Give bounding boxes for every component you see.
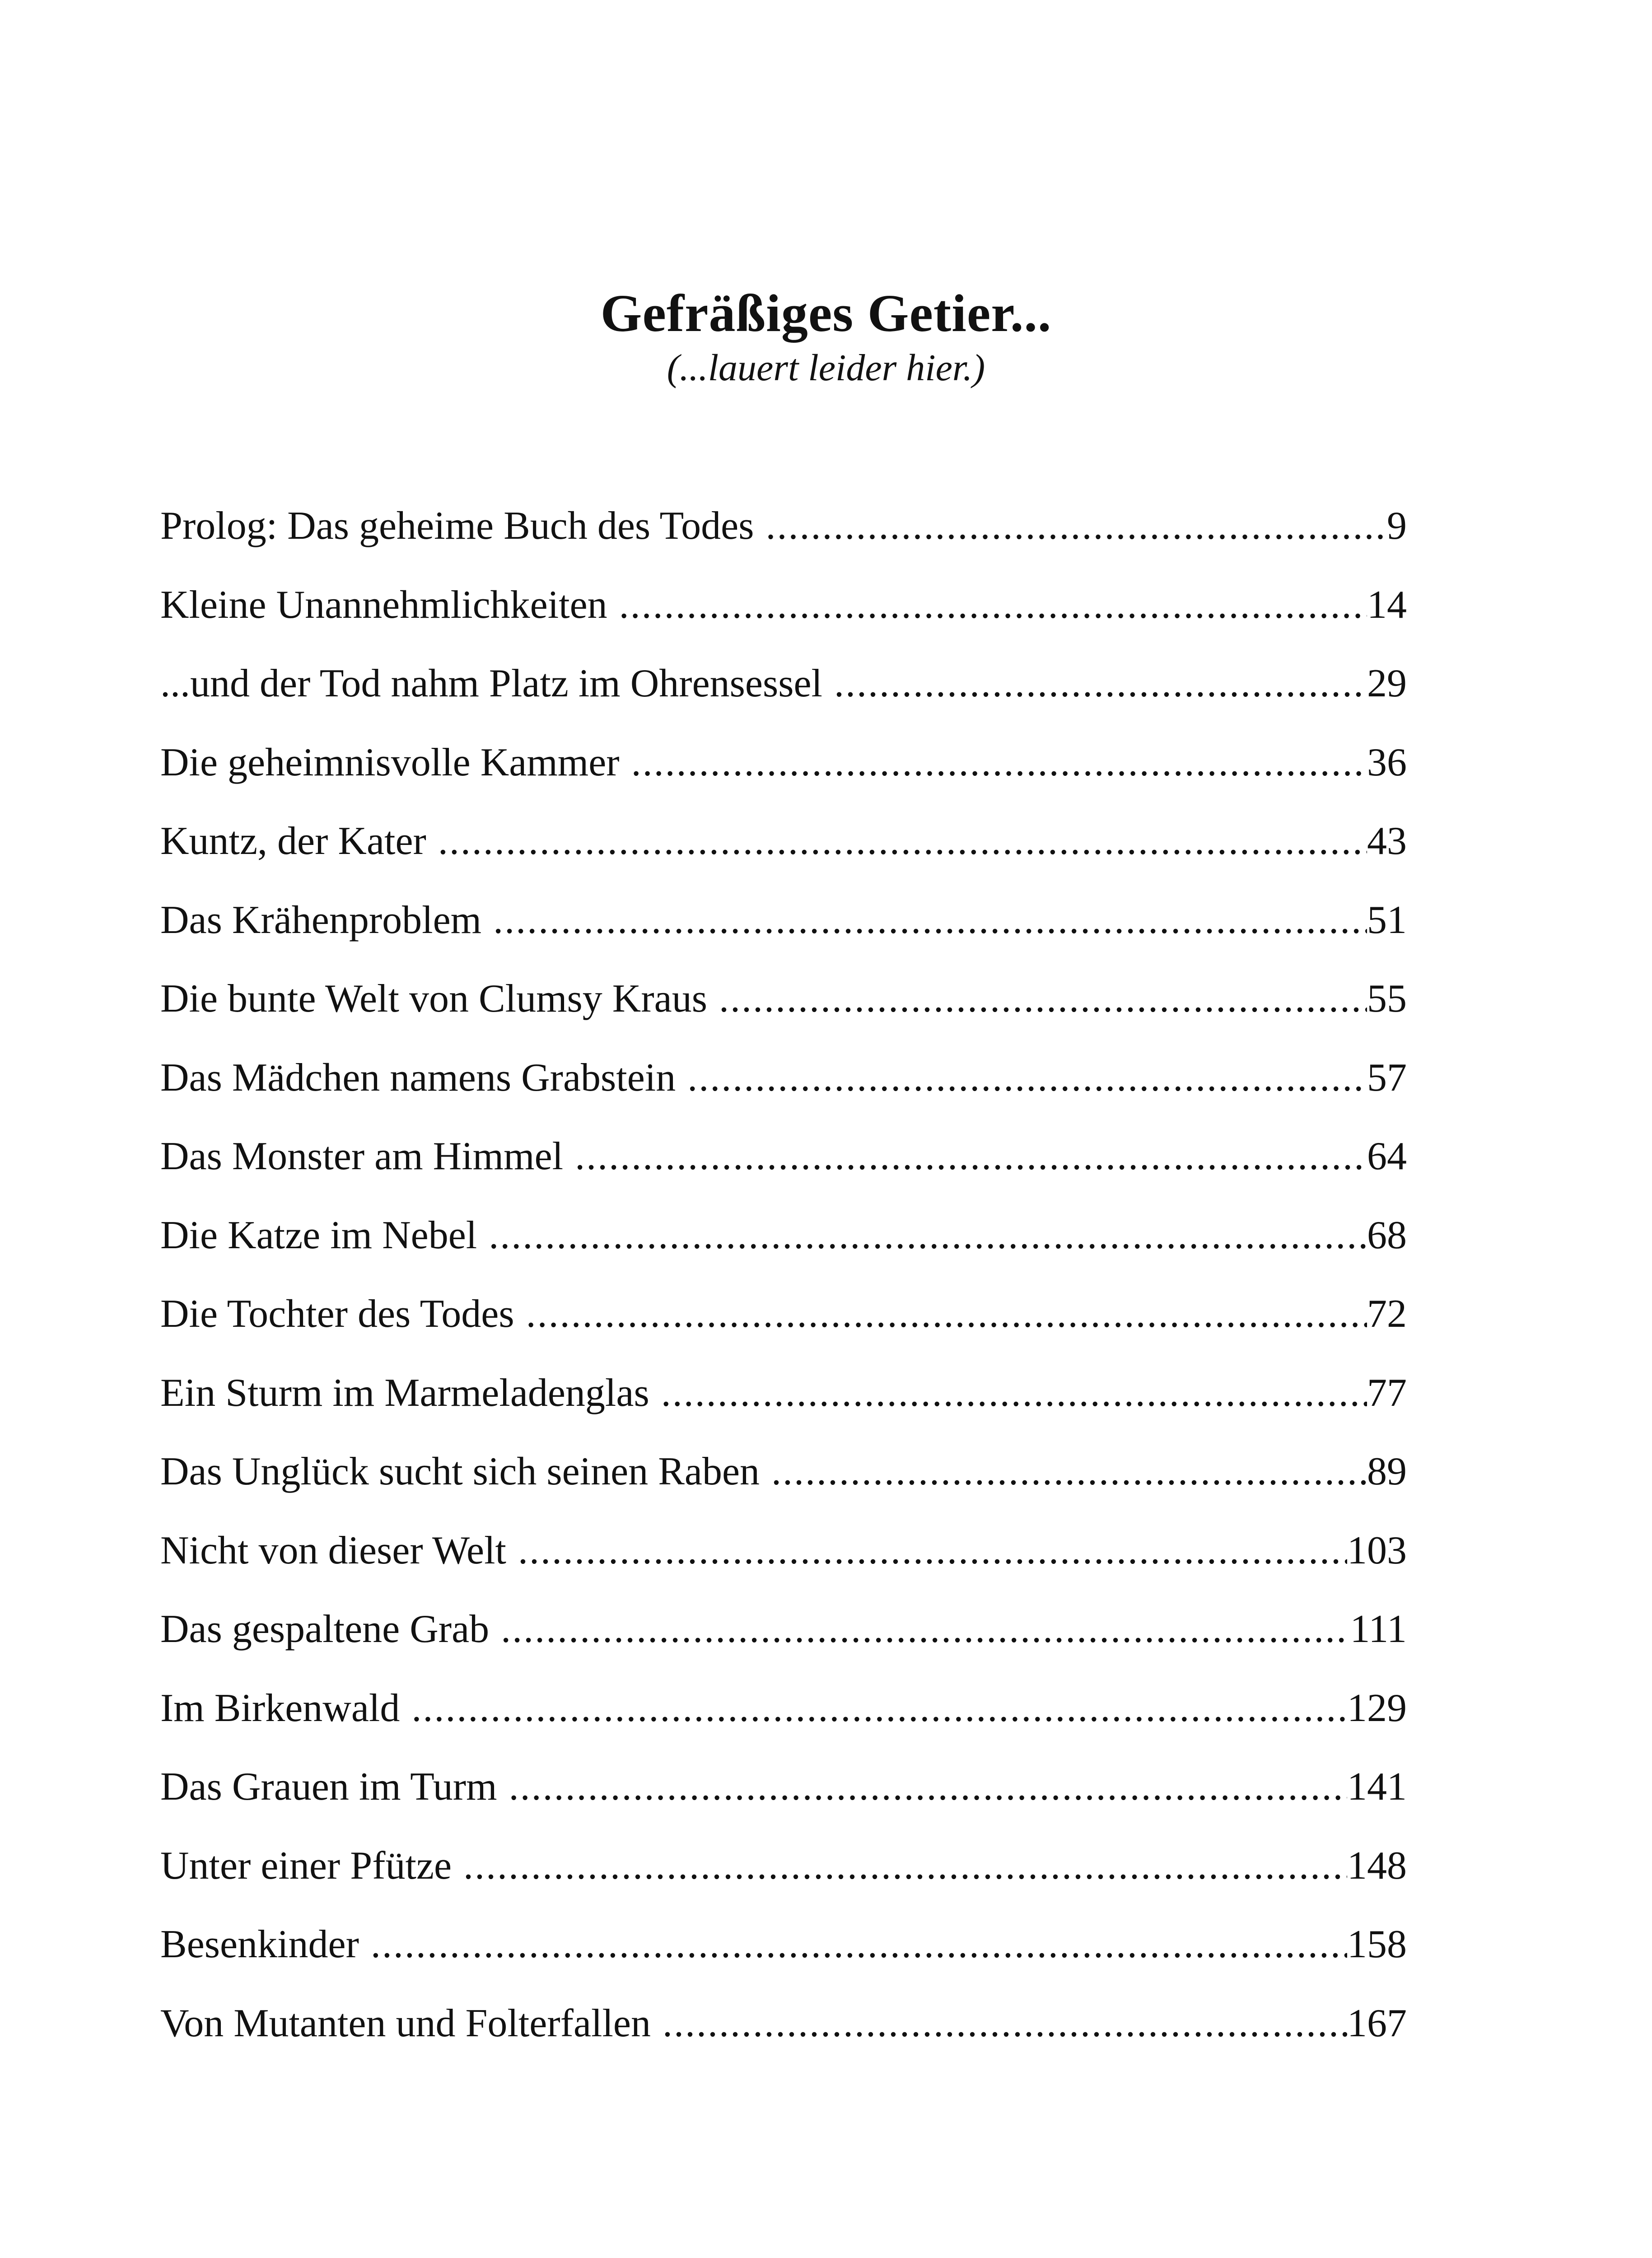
dot-leader <box>619 576 1367 634</box>
toc-entry-title: Die Katze im Nebel <box>160 1213 477 1257</box>
toc-entry-page: 68 <box>1367 1213 1407 1257</box>
dot-leader <box>631 733 1367 792</box>
dot-leader <box>493 891 1367 950</box>
toc-entry-page: 72 <box>1367 1292 1407 1336</box>
dot-leader <box>489 1206 1367 1265</box>
toc-entry-title: Von Mutanten und Folterfallen <box>160 2001 651 2045</box>
dot-leader <box>411 1679 1347 1738</box>
toc-entry-title: Das Mädchen namens Grabstein <box>160 1055 676 1100</box>
toc-entry-page: 141 <box>1347 1765 1407 1809</box>
toc-entry <box>160 1364 1407 1443</box>
toc-entry <box>160 497 1407 576</box>
toc-entry-page: 129 <box>1347 1686 1407 1730</box>
toc-entry <box>160 1127 1407 1206</box>
dot-leader <box>719 970 1367 1028</box>
toc-entry-page: 29 <box>1367 662 1407 705</box>
toc-entry <box>160 1600 1407 1679</box>
toc-entry <box>160 1994 1407 2073</box>
toc-entry <box>160 1285 1407 1364</box>
toc-entry-title: Die Tochter des Todes <box>160 1292 514 1336</box>
toc-entry-title: Kuntz, der Kater <box>160 819 426 863</box>
toc-entry-page: 64 <box>1367 1134 1407 1178</box>
toc-entry-page: 51 <box>1367 898 1407 942</box>
toc-entry <box>160 891 1407 970</box>
dot-leader <box>526 1285 1367 1344</box>
dot-leader <box>501 1600 1350 1659</box>
dot-leader <box>663 1994 1347 2053</box>
toc-entry <box>160 1679 1407 1758</box>
toc-entry-title: Besenkinder <box>160 1922 359 1966</box>
toc-entry <box>160 1837 1407 1916</box>
dot-leader <box>661 1364 1367 1423</box>
table-of-contents <box>160 497 1407 2073</box>
toc-entry-page: 103 <box>1347 1528 1407 1572</box>
dot-leader <box>509 1758 1347 1816</box>
page-title: Gefräßiges Getier... <box>600 284 1052 343</box>
toc-entry <box>160 970 1407 1049</box>
toc-entry <box>160 1206 1407 1285</box>
toc-entry-title: Das Monster am Himmel <box>160 1134 564 1178</box>
toc-entry-page: 148 <box>1347 1843 1407 1888</box>
toc-entry-page: 57 <box>1367 1055 1407 1100</box>
dot-leader <box>834 654 1367 713</box>
toc-entry-title: Prolog: Das geheime Buch des Todes <box>160 504 754 548</box>
toc-entry-title: Das Unglück sucht sich seinen Raben <box>160 1450 760 1493</box>
toc-entry-page: 77 <box>1367 1371 1407 1415</box>
toc-entry <box>160 1758 1407 1837</box>
toc-entry <box>160 733 1407 812</box>
toc-entry-title: Nicht von dieser Welt <box>160 1528 507 1572</box>
toc-entry-page: 89 <box>1367 1450 1407 1493</box>
toc-entry-page: 55 <box>1367 977 1407 1021</box>
dot-leader <box>687 1049 1367 1107</box>
toc-entry-page: 36 <box>1367 740 1407 784</box>
dot-leader <box>765 497 1387 555</box>
toc-entry-page: 158 <box>1347 1922 1407 1966</box>
toc-entry-title: Das Krähenproblem <box>160 898 482 942</box>
toc-entry-title: Die bunte Welt von Clumsy Kraus <box>160 977 707 1021</box>
dot-leader <box>575 1127 1367 1186</box>
toc-entry <box>160 1915 1407 1994</box>
toc-entry <box>160 576 1407 655</box>
toc-entry-title: ...und der Tod nahm Platz im Ohrensessel <box>160 662 822 705</box>
toc-entry <box>160 1521 1407 1600</box>
toc-entry-page: 9 <box>1387 504 1407 548</box>
toc-entry-title: Das gespaltene Grab <box>160 1607 490 1651</box>
dot-leader <box>438 812 1367 871</box>
dot-leader <box>771 1442 1367 1501</box>
toc-entry-title: Kleine Unannehmlichkeiten <box>160 583 607 627</box>
page-subtitle: (...lauert leider hier.) <box>667 347 985 389</box>
dot-leader <box>463 1837 1347 1895</box>
toc-entry-title: Unter einer Pfütze <box>160 1843 452 1888</box>
toc-entry <box>160 1442 1407 1521</box>
toc-entry-page: 167 <box>1347 2001 1407 2045</box>
dot-leader <box>518 1521 1347 1580</box>
toc-entry <box>160 812 1407 891</box>
dot-leader <box>371 1915 1347 1974</box>
toc-entry-page: 14 <box>1367 583 1407 627</box>
toc-entry-title: Die geheimnisvolle Kammer <box>160 740 620 784</box>
toc-entry-title: Ein Sturm im Marmeladenglas <box>160 1371 649 1415</box>
toc-entry <box>160 1049 1407 1128</box>
toc-entry-page: 43 <box>1367 819 1407 863</box>
toc-entry-page: 111 <box>1350 1607 1407 1651</box>
toc-entry-title: Im Birkenwald <box>160 1686 400 1730</box>
toc-entry-title: Das Grauen im Turm <box>160 1765 497 1809</box>
toc-entry <box>160 654 1407 733</box>
